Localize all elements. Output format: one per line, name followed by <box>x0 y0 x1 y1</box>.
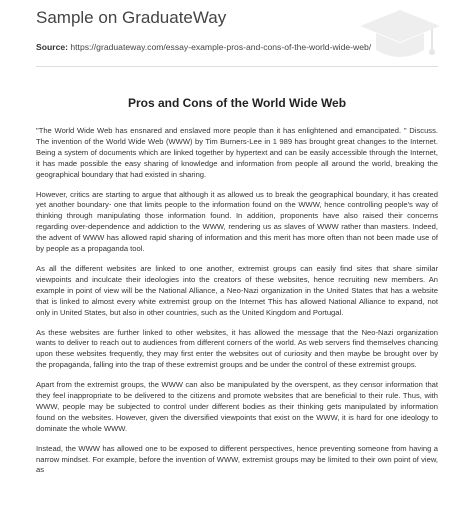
paragraph: Apart from the extremist groups, the WWW can also be manipulated by the overspent, as they censor information that they feel inappropriate to be delivered to the citizens and promote websites that are beneficial to their rule. Thus, with WWW, people may be subjected to control under different bodies as their thinking gets manipulated by information found on the websites. However, given the diversified viewpoints that exist on the WWW, it is hard for one ideology to dominate the whole WWW. <box>36 380 438 433</box>
source-line <box>36 42 371 52</box>
source-label: Source: <box>36 42 68 52</box>
paragraph: Instead, the WWW has allowed one to be exposed to different perspectives, hence preventing someone from having a narrow mindset. For example, before the invention of WWW, extremist groups may be limited to their own point of view, as <box>36 443 438 475</box>
essay-body <box>36 126 438 485</box>
paragraph: "The World Wide Web has ensnared and enslaved more people than it has enlightened and emancipated. " Discuss. The invention of the World Wide Web (WWW) by Tim Burners-Lee in 1 989 has brought great changes to the Internet. Being a system of documents which are linked together by hypertext and can be easily accessible through the Internet, it has made possible the easy sharing of knowledge and information from people all around the world, breaking the geographical boundary that had existed in sharing. <box>36 126 438 179</box>
paragraph: However, critics are starting to argue that although it as allowed us to break the geographical boundary, it has created yet another boundary- one that limits people to the information found on the WWW, hence controlling people's way of thinking through manipulating those information found. In addition, proponents have also raised their concerns regarding over-dependence and addiction to the WWW, rendering us as slaves of WWW rather than masters. Indeed, the advent of WWW has allowed rapid sharing of information and this merit has more often than not been made use of by people as a propaganda tool. <box>36 189 438 254</box>
graduation-cap-icon <box>358 6 442 68</box>
paragraph: As these websites are further linked to other websites, it has allowed the message that the Neo-Nazi organization wants to deliver to reach out to audiences from different corners of the world. As web servers find themselves chancing upon these websites frequently, they may first enter the websites out of curiosity and then maybe be brought over by the propaganda, falling into the trap of these extremist groups and be under the control of these extremist groups. <box>36 327 438 370</box>
site-title[interactable]: Sample on GraduateWay <box>36 8 227 27</box>
document-title: Pros and Cons of the World Wide Web <box>127 96 347 110</box>
source-link[interactable]: https://graduateway.com/essay-example-pros-and-cons-of-the-world-wide-web/ <box>70 42 372 52</box>
page-header <box>0 0 474 78</box>
paragraph: As all the different websites are linked to one another, extremist groups can easily find sites that share similar viewpoints and inculcate their ideologies into the creators of these websites, hence recruiting new members. An example in point of view will be the National Alliance, a Neo-Nazi organization in the United States that has a website that is linked to almost every white extremist group on the Internet This has allowed National Alliance to expand, not only in United States, but also in other countries, such as the United Kingdom and Portugal. <box>36 263 438 317</box>
header-divider <box>36 66 438 67</box>
